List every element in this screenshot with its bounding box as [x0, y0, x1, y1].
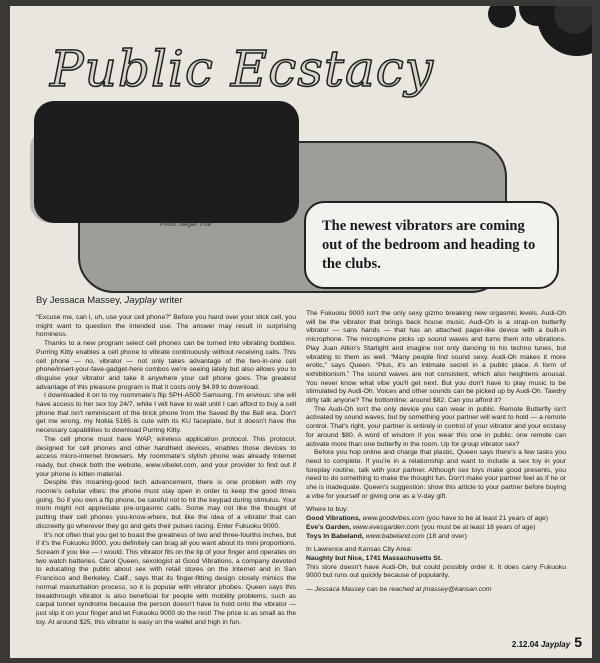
photo-credit: Photo: Megan True — [160, 222, 212, 228]
paragraph: Before you hop online and charge that plastic, Queen says there's a few tasks you need to complete. If you're in a relationship and want to include a sex toy in your foreplay routine, talk with your partner. Although sex toys make good presents, you need to do something to make the thought fun. Don't make your partner feel as if he or she is inadequate. Queen's suggestion: show this article to your partner before buying a vibe for yourself or giving one as a V-day gift. — [306, 449, 566, 500]
byline-outlet: Jayplay — [124, 295, 157, 306]
local-heading: In Lawrence and Kansas City Area: — [306, 546, 413, 554]
where-to-buy-heading: Where to buy: — [306, 506, 349, 514]
paragraph: Thanks to a new program select cell phones can be turned into vibrating buddies. Purring Kitty enables a cell phone to vibrate continuously without receiving calls. This cell phone — no, vibrator — not only takes advantage of the two-in-one cell phone/insert-your-fave-gadget-here combos we're seeing lately but also allows you to disguise your vibrator and take it anywhere your cell phone goes. The greatest advantage of this pleasure program is that it costs only $4.99 to download. — [36, 340, 296, 391]
folio — [512, 634, 582, 650]
folio-date: 2.12.04 — [511, 640, 539, 649]
left-column — [36, 314, 296, 627]
local-store: Naughty but Nice, 1741 Massachusetts St. — [306, 554, 442, 562]
photo — [34, 101, 299, 223]
byline-prefix: By Jessaca Massey, — [36, 295, 125, 306]
shop-item: Eve's Garden, www.evesgarden.com (you must be at least 18 years of age) — [306, 523, 536, 531]
byline-role: writer — [156, 295, 183, 306]
paragraph: Despite this moaning-good tech advancement, there is one problem with my roomie's cellular vibes: the phone must stay open in order to keep the good times going. So if you own a flip phone, be careful not to hit the keypad during stimulus. Your mom might not appreciate pre-orgasmic calls. Some may not like the thought of putting their cell phones you-know-where, but like the idea of a vibrator that can discreetly go wherever they go and gets their pulses racing. Enter Fukuoku 9000. — [36, 479, 296, 530]
local-text: This store doesn't have Audi-Oh, but could possibly order it. It does carry Fukuoku 9000 but runs out quickly because of popularity. — [306, 563, 566, 580]
paragraph: “Excuse me, can I, uh, use your cell phone?” Before you hand over your slick cell, you might want to question the intended use. The answer may result in surprising horniness. — [36, 314, 296, 339]
dek: The newest vibrators are coming out of the bedroom and heading to the clubs. — [304, 201, 559, 289]
paragraph: It's not often that you get to boast the greatness of two and three-fourths inches, but if it's the Fukuoku 9000, you definitely can brag all you want about its mini proportions. Scream if you like — I would. This vibrator fits on the tip of your finger and operates on two watch batteries. Carol Queen, sexologist at Good Vibrations, a company devoted to educating the public about sex with retail stores on the Internet and in San Francisco and Berkeley, Calif., says that its finger-fitting design closely mimics the normal masturbation process, so it is popular with vibrator phobes. Queen says this breakthrough vibrator is also beneficial for people with mobility problems, such as carpal tunnel syndrome because the person doesn't have to hold onto the vibrator — just slip it on your finger and let Fukuoku 9000 do the rest! The price is as small as the toy. At around $25, this vibrator is easy on the wallet and high in fun. — [36, 531, 296, 626]
paragraph: The Audi-Oh isn't the only device you can wear in public. Remote Butterfly isn't activated by sound waves, but by something your partner will want to hold — a remote control. That's right, your partner is entirely in control of your vibrator and your ecstasy for around $80. A word of wisdom if you wear this one in public: one remote can activate more than one butterfly in the room. Up for group vibrator sex? — [306, 405, 566, 448]
paragraph: I downloaded it on to my roommate's flip SPH-A500 Samsung. I'm envious: she will have access to her sex toy 24/7, while I will have to wait until I can afford to buy a cell phone that isn't reminiscent of the brick phone from the Saved By the Bell era. Don't get me wrong, my Nokia 5165 is cute with its KU faceplate, but it doesn't have the necessary capabilities to download Purring Kitty. — [36, 392, 296, 435]
decorative-dots — [482, 6, 592, 66]
page-number: 5 — [574, 634, 582, 650]
paragraph: The cell phone must have WAP, wireless application protocol. This protocol, designed for cell phones and other handheld devices, enables those devices to access micro-internet browsers. My roommate's stylish phone was already Internet ready, but check both the website, www.vibelet.com, and your provider to find out if your phone is kitten material. — [36, 435, 296, 478]
paragraph: The Fukuoku 9000 isn't the only sexy gizmo breaking new orgasmic levels. Audi-Oh will be the vibrator that brings back house music. Audi-Oh is a strap-on butterfly vibrator — sans hands — that has an attached pager-like device with a built-in microphone. The microphone picks up sound waves and turns them into vibrations. Play Juan Atkin's Starlight and imagine not only dancing to his techno tunes, but vibrating to them as well. “Many people find sound sexy. Audi-Oh makes it more erotic,” says Queen. “Plus, it's an intimate secret in a public place. A form of exhibitionism.” The sound waves are not consistent, which also heightens arousal. You never know what vibe you'll get next. But you don't have to play music to be stimulated by Audi-Oh. Voices and other sounds can be picked up by Audi-Oh. Tawdry dirty talk anyone? The bottomline: around $82. Can you afford it? — [306, 310, 566, 405]
right-column — [306, 310, 566, 595]
shop-item: Toys In Babeland, www.babeland.com (18 and over) — [306, 532, 467, 540]
byline — [36, 295, 183, 306]
shop-item: Good Vibrations, www.goodvibes.com (you have to be at least 21 years of age) — [306, 515, 549, 523]
folio-name: Jayplay — [540, 640, 571, 649]
magazine-page — [10, 6, 592, 658]
signoff: — Jessaca Massey can be reached at jmassey@kansan.com — [306, 586, 492, 594]
headline: Public Ecstacy — [50, 40, 435, 98]
